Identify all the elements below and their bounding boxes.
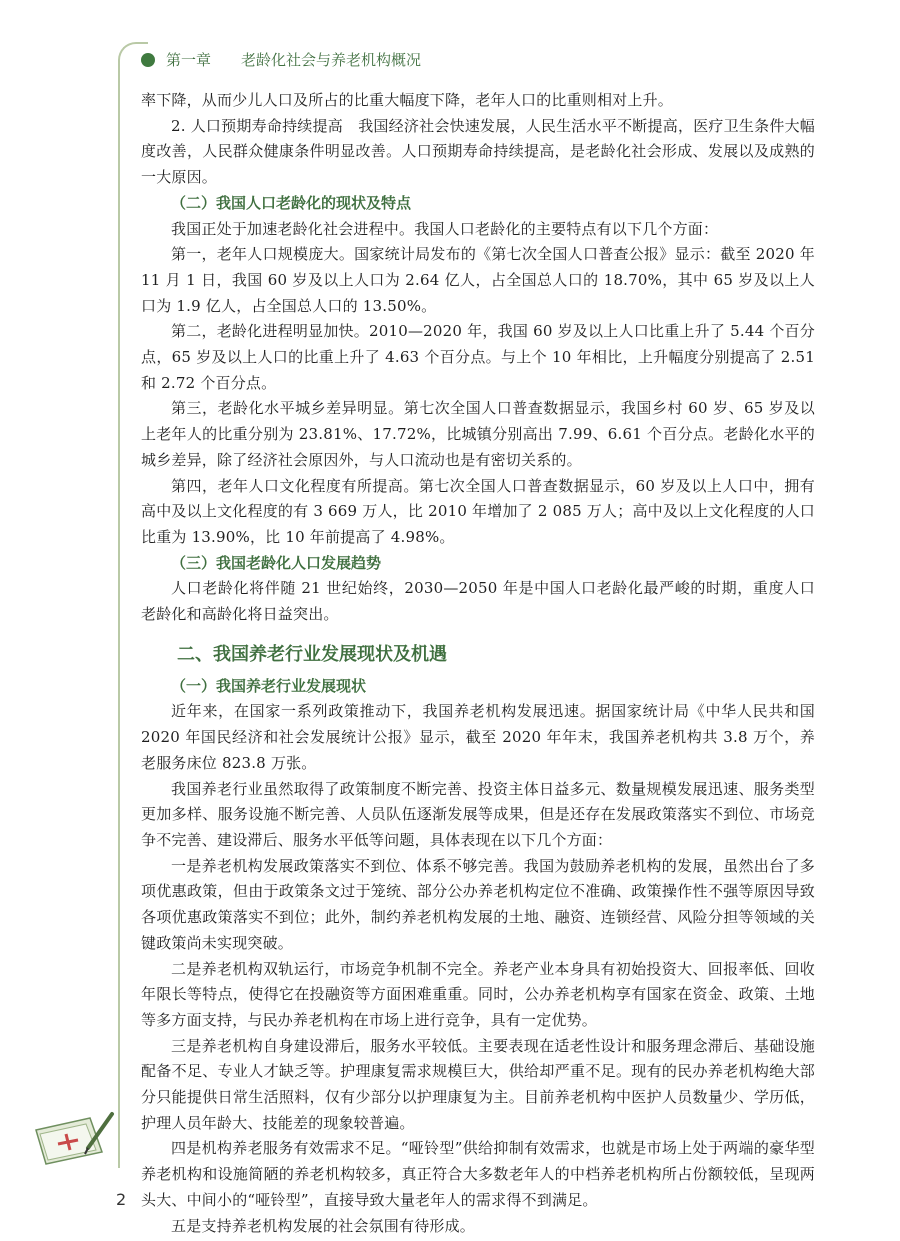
paragraph: 2. 人口预期寿命持续提高 我国经济社会快速发展，人民生活水平不断提高，医疗卫生条件大幅度改善，人民群众健康条件明显改善。人口预期寿命持续提高，是老龄化社会形成、发展以及成熟的一大原因。 [141,116,815,187]
paragraph: 我国正处于加速老龄化社会进程中。我国人口老龄化的主要特点有以下几个方面： [171,219,719,238]
page-frame-line [118,60,120,1168]
paragraph: 第一，老年人口规模庞大。国家统计局发布的《第七次全国人口普查公报》显示：截至 2020 年 11 月 1 日，我国 60 岁及以上人口为 2.64 亿人，占全国总人口的 18.70%，其中 65 岁及以上人口为 1.9 亿人，占全国总人口的 13.50%。 [141,245,815,315]
page-number: 2 [116,1190,127,1209]
paragraph: 一是养老机构发展政策落实不到位、体系不够完善。我国为鼓励养老机构的发展，虽然出台了多项优惠政策，但由于政策条文过于笼统、部分公办养老机构定位不准确、政策操作性不强等原因导致各项优惠政策落实不到位；此外，制约养老机构发展的土地、融资、连锁经营、风险分担等领域的关键政策尚未实现突破。 [141,856,815,952]
paragraph: 三是养老机构自身建设滞后，服务水平较低。主要表现在适老性设计和服务理念滞后、基础设施配备不足、专业人才缺乏等。护理康复需求规模巨大，供给却严重不足。现有的民办养老机构绝大部分只能提供日常生活照料，仅有少部分以护理康复为主。目前养老机构中医护人员数量少、学历低，护理人员年龄大、技能差的现象较普遍。 [141,1036,815,1132]
pen-and-paper-icon [28,1108,118,1168]
paragraph: 五是支持养老机构发展的社会氛围有待形成。 [171,1216,476,1235]
paragraph: 率下降，从而少儿人口及所占的比重大幅度下降，老年人口的比重则相对上升。 [141,91,674,109]
paragraph: 二是养老机构双轨运行，市场竞争机制不完全。养老产业本身具有初始投资大、回报率低、回收年限长等特点，使得它在投融资等方面困难重重。同时，公办养老机构享有国家在资金、政策、土地等多方面支持，与民办养老机构在市场上进行竞争，具有一定优势。 [141,959,815,1029]
chapter-label: 第一章 [166,51,212,69]
running-header [166,49,421,70]
paragraph: 第四，老年人口文化程度有所提高。第七次全国人口普查数据显示，60 岁及以上人口中，拥有高中及以上文化程度的有 3 669 万人，比 2010 年增加了 2 085 万人；高中及以上文化程度的人口比重为 13.90%，比 10 年前提高了 4.98%。 [141,476,815,546]
paragraph: 我国养老行业虽然取得了政策制度不断完善、投资主体日益多元、数量规模发展迅速、服务类型更加多样、服务设施不断完善、人员队伍逐渐发展等成果，但是还存在发展政策落实不到位、市场竞争不完善、建设滞后、服务水平低等问题，具体表现在以下几个方面： [141,779,815,849]
subsection-heading: （二）我国人口老龄化的现状及特点 [171,193,412,212]
paragraph: 近年来，在国家一系列政策推动下，我国养老机构发展迅速。据国家统计局《中华人民共和国 2020 年国民经济和社会发展统计公报》显示，截至 2020 年年末，我国养老机构共 3.8 万个，养老服务床位 823.8 万张。 [141,702,815,772]
section-heading: 二、我国养老行业发展现状及机遇 [177,643,447,665]
paragraph: 第二，老龄化进程明显加快。2010—2020 年，我国 60 岁及以上人口比重上升了 5.44 个百分点，65 岁及以上人口的比重上升了 4.63 个百分点。与上个 10 年相比，上升幅度分别提高了 2.51 和 2.72 个百分点。 [141,322,815,392]
subsection-heading: （三）我国老龄化人口发展趋势 [171,553,382,572]
chapter-marker-dot [141,53,155,67]
subsection-heading: （一）我国养老行业发展现状 [171,676,367,695]
paragraph: 人口老龄化将伴随 21 世纪始终，2030—2050 年是中国人口老龄化最严峻的时期，重度人口老龄化和高龄化将日益突出。 [141,579,815,624]
chapter-title: 老龄化社会与养老机构概况 [241,51,422,69]
paragraph: 四是机构养老服务有效需求不足。“哑铃型”供给抑制有效需求，也就是市场上处于两端的豪华型养老机构和设施简陋的养老机构较多，真正符合大多数老年人的中档养老机构所占份额较低，呈现两头大、中间小的“哑铃型”，直接导致大量老年人的需求得不到满足。 [141,1139,815,1209]
paragraph: 第三，老龄化水平城乡差异明显。第七次全国人口普查数据显示，我国乡村 60 岁、65 岁及以上老年人的比重分别为 23.81%、17.72%，比城镇分别高出 7.99、6.61 个百分点。老龄化水平的城乡差异，除了经济社会原因外，与人口流动也是有密切关系的。 [141,399,815,469]
page-body [141,88,815,1239]
